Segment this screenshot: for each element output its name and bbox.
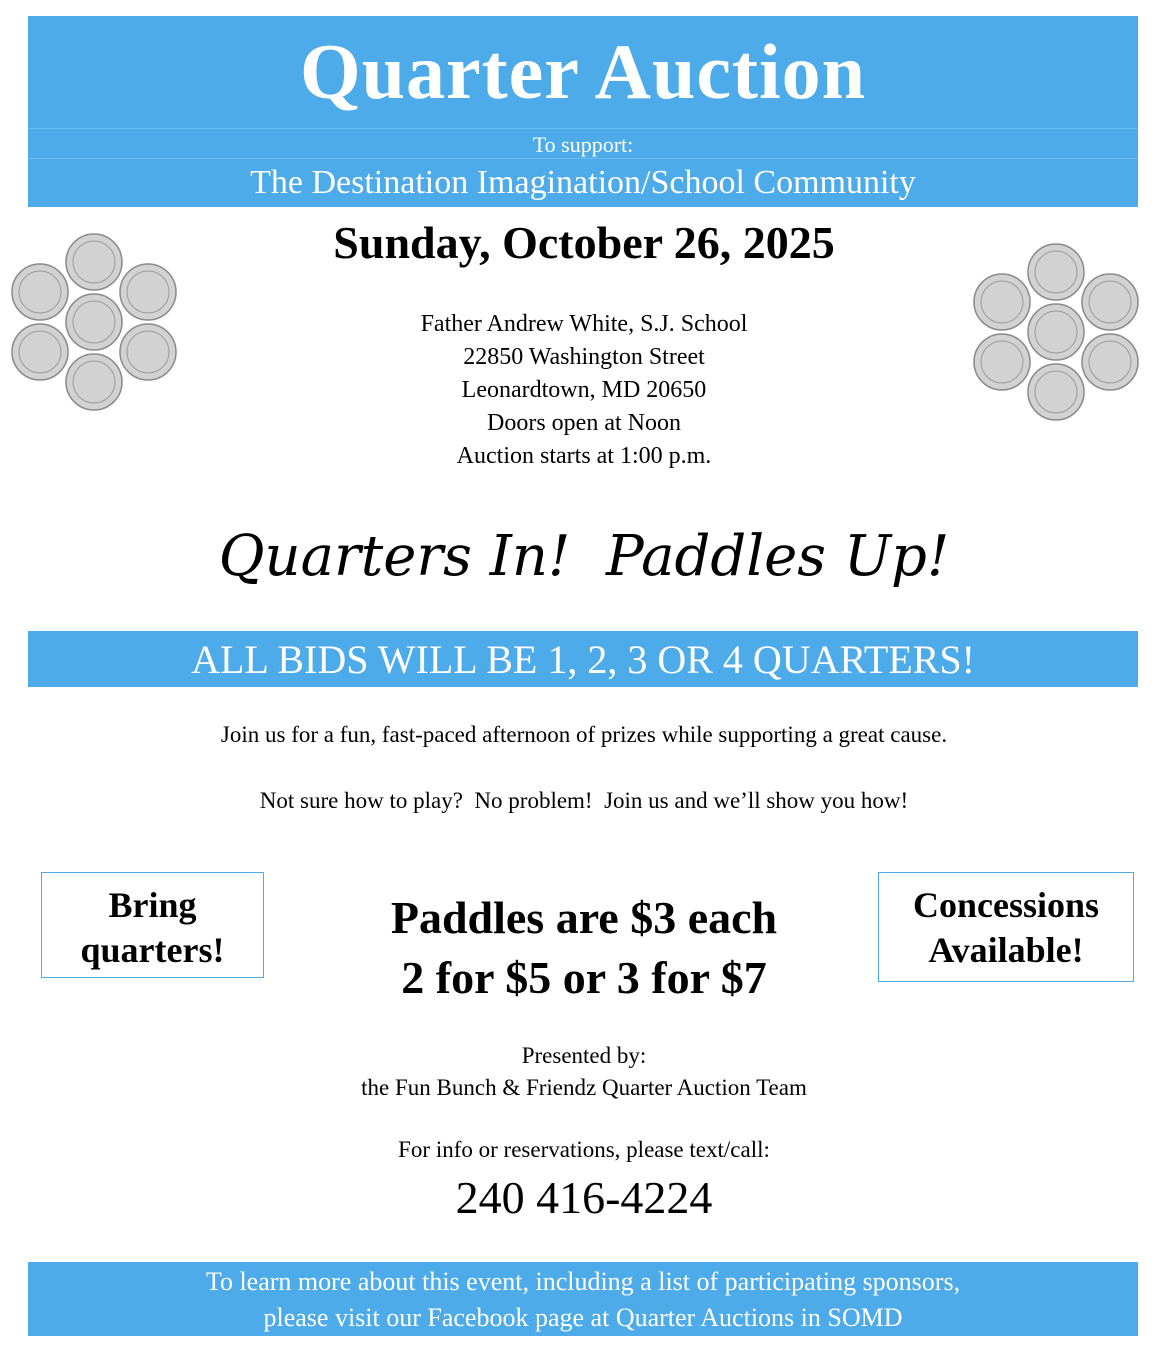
address-line: Father Andrew White, S.J. School	[420, 311, 748, 337]
event-date: Sunday, October 26, 2025	[333, 217, 835, 268]
concessions-line: Concessions	[912, 885, 1100, 925]
bring-quarters-box	[41, 872, 264, 978]
quarters-line: quarters!	[80, 930, 225, 970]
bring-line: Bring	[108, 885, 197, 925]
slogan: Quarters In! Paddles Up!	[218, 524, 950, 589]
organization-banner	[28, 158, 1138, 207]
footer-banner	[28, 1262, 1138, 1336]
presented-label: Presented by:	[521, 1043, 647, 1068]
join-text: Join us for a fun, fast-paced afternoon of prizes while supporting a great cause.	[220, 722, 948, 747]
support-label: To support:	[532, 132, 634, 157]
doors-open-time: Doors open at Noon	[487, 410, 681, 436]
info-label: For info or reservations, please text/call:	[398, 1137, 770, 1162]
event-address	[0, 308, 1168, 473]
auction-start-time: Auction starts at 1:00 p.m.	[456, 443, 712, 469]
bids-banner-text: ALL BIDS WILL BE 1, 2, 3 OR 4 QUARTERS!	[191, 637, 975, 682]
address-line: Leonardtown, MD 20650	[461, 377, 707, 403]
paddle-price-line: Paddles are $3 each	[390, 892, 778, 943]
bids-banner	[28, 631, 1138, 687]
paddle-prices	[334, 888, 834, 1008]
concessions-box	[878, 872, 1134, 982]
title-banner	[28, 16, 1138, 128]
organization-name: The Destination Imagination/School Community	[250, 164, 916, 201]
footer-line: please visit our Facebook page at Quarter Auctions in SOMD	[263, 1303, 903, 1332]
phone-number: 240 416-4224	[455, 1172, 713, 1223]
presented-by	[0, 1040, 1168, 1104]
support-banner	[28, 128, 1138, 159]
how-to-play-text: Not sure how to play? No problem! Join us and we’ll show you how!	[259, 788, 909, 813]
paddle-bundle-line: 2 for $5 or 3 for $7	[401, 952, 767, 1003]
address-line: 22850 Washington Street	[463, 344, 705, 370]
footer-line: To learn more about this event, including a list of participating sponsors,	[205, 1267, 961, 1296]
presenter-name: the Fun Bunch & Friendz Quarter Auction Team	[361, 1075, 807, 1100]
available-line: Available!	[928, 930, 1084, 970]
page-title: Quarter Auction	[299, 28, 867, 115]
